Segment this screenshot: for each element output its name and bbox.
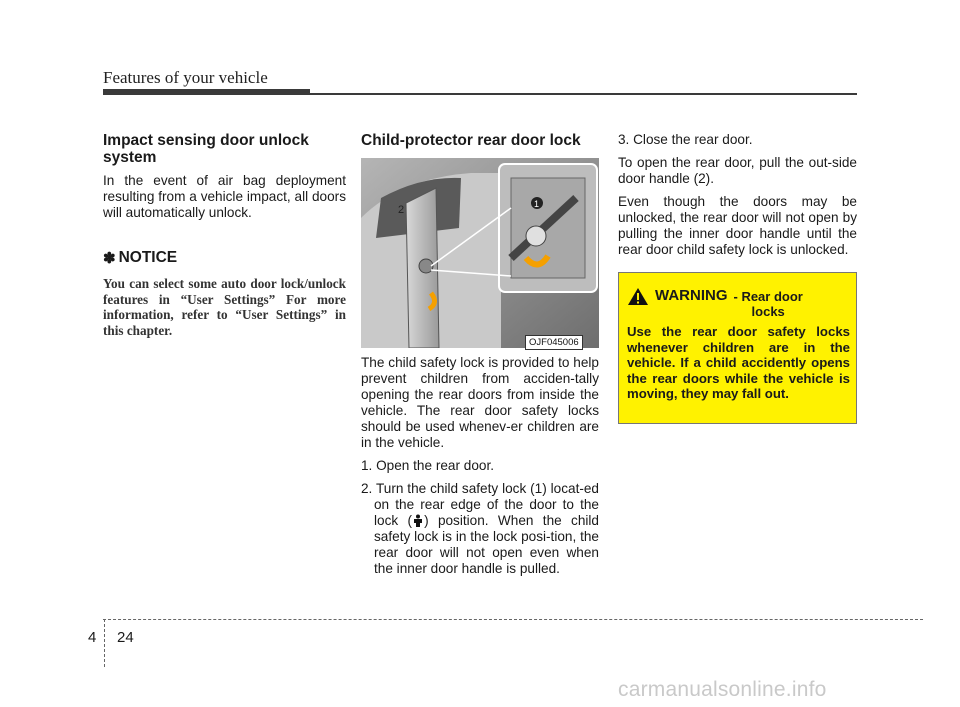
chapter-number: 4 bbox=[88, 629, 97, 646]
door-illustration bbox=[361, 158, 599, 348]
warning-box bbox=[618, 272, 857, 424]
section-heading-child-lock: Child-protector rear door lock bbox=[361, 132, 581, 149]
step-2 bbox=[361, 481, 599, 577]
column-2 bbox=[361, 132, 599, 149]
open-door-text: To open the rear door, pull the out-side door handle (2). bbox=[618, 155, 857, 186]
warning-body: Use the rear door safety locks whenever children are in the vehicle. If a child accidently opens the rear doors while the vehicle is moving, they may fall out. bbox=[627, 324, 850, 401]
callout-2-label: 2 bbox=[398, 204, 405, 216]
child-lock-body: The child safety lock is provided to help prevent children from acciden-tally opening the rear doors from inside the vehicle. The rear door safety locks should be used whenev-er children are in the vehicle. bbox=[361, 355, 599, 450]
impact-unlock-body: In the event of air bag deployment resulting from a vehicle impact, all doors will automatically unlock. bbox=[103, 173, 346, 220]
footer-rule bbox=[103, 619, 923, 620]
callout-1-label: 1 bbox=[534, 199, 540, 209]
notice-heading bbox=[103, 249, 346, 267]
section-heading-impact-unlock: Impact sensing door unlock system bbox=[103, 132, 309, 166]
warning-subtitle bbox=[734, 289, 803, 319]
warning-subtitle-line2: locks bbox=[751, 304, 785, 319]
notice-title: NOTICE bbox=[118, 249, 178, 266]
watermark: carmanualsonline.info bbox=[618, 678, 827, 701]
step-3: 3. Close the rear door. bbox=[618, 132, 753, 147]
column-2-text bbox=[361, 355, 599, 577]
header-bar bbox=[103, 89, 310, 95]
warning-subtitle-line1: - Rear door bbox=[733, 289, 803, 304]
step-2-text-b: ) position. When the child safety lock is in the lock posi-tion, the rear door will not open even when the inner door handle is pulled. bbox=[374, 513, 599, 576]
step-2-text-a: 2. Turn the child safety lock (1) locat-ed on the rear edge of the door to the lock ( bbox=[361, 481, 599, 528]
footer-divider bbox=[104, 619, 105, 667]
child-lock-illustration bbox=[361, 158, 599, 348]
page-number: 24 bbox=[117, 629, 134, 646]
warning-triangle-icon bbox=[627, 287, 649, 306]
page-header-title: Features of your vehicle bbox=[103, 68, 268, 87]
notice-mark-icon: ✽ bbox=[103, 250, 116, 267]
column-1 bbox=[103, 132, 346, 338]
unlock-note-text: Even though the doors may be unlocked, the rear door will not open by pulling the inner door handle until the rear door child safety lock is unlocked. bbox=[618, 194, 857, 257]
image-caption: OJF045006 bbox=[525, 335, 583, 350]
warning-header bbox=[627, 287, 803, 319]
step-1: 1. Open the rear door. bbox=[361, 458, 495, 473]
header-rule bbox=[310, 93, 857, 95]
child-lock-icon bbox=[412, 514, 424, 527]
column-3 bbox=[618, 132, 857, 258]
notice-body: You can select some auto door lock/unlock features in “User Settings” For more information, refer to “User Settings” in this chapter. bbox=[103, 276, 346, 338]
warning-title: WARNING bbox=[655, 287, 728, 304]
